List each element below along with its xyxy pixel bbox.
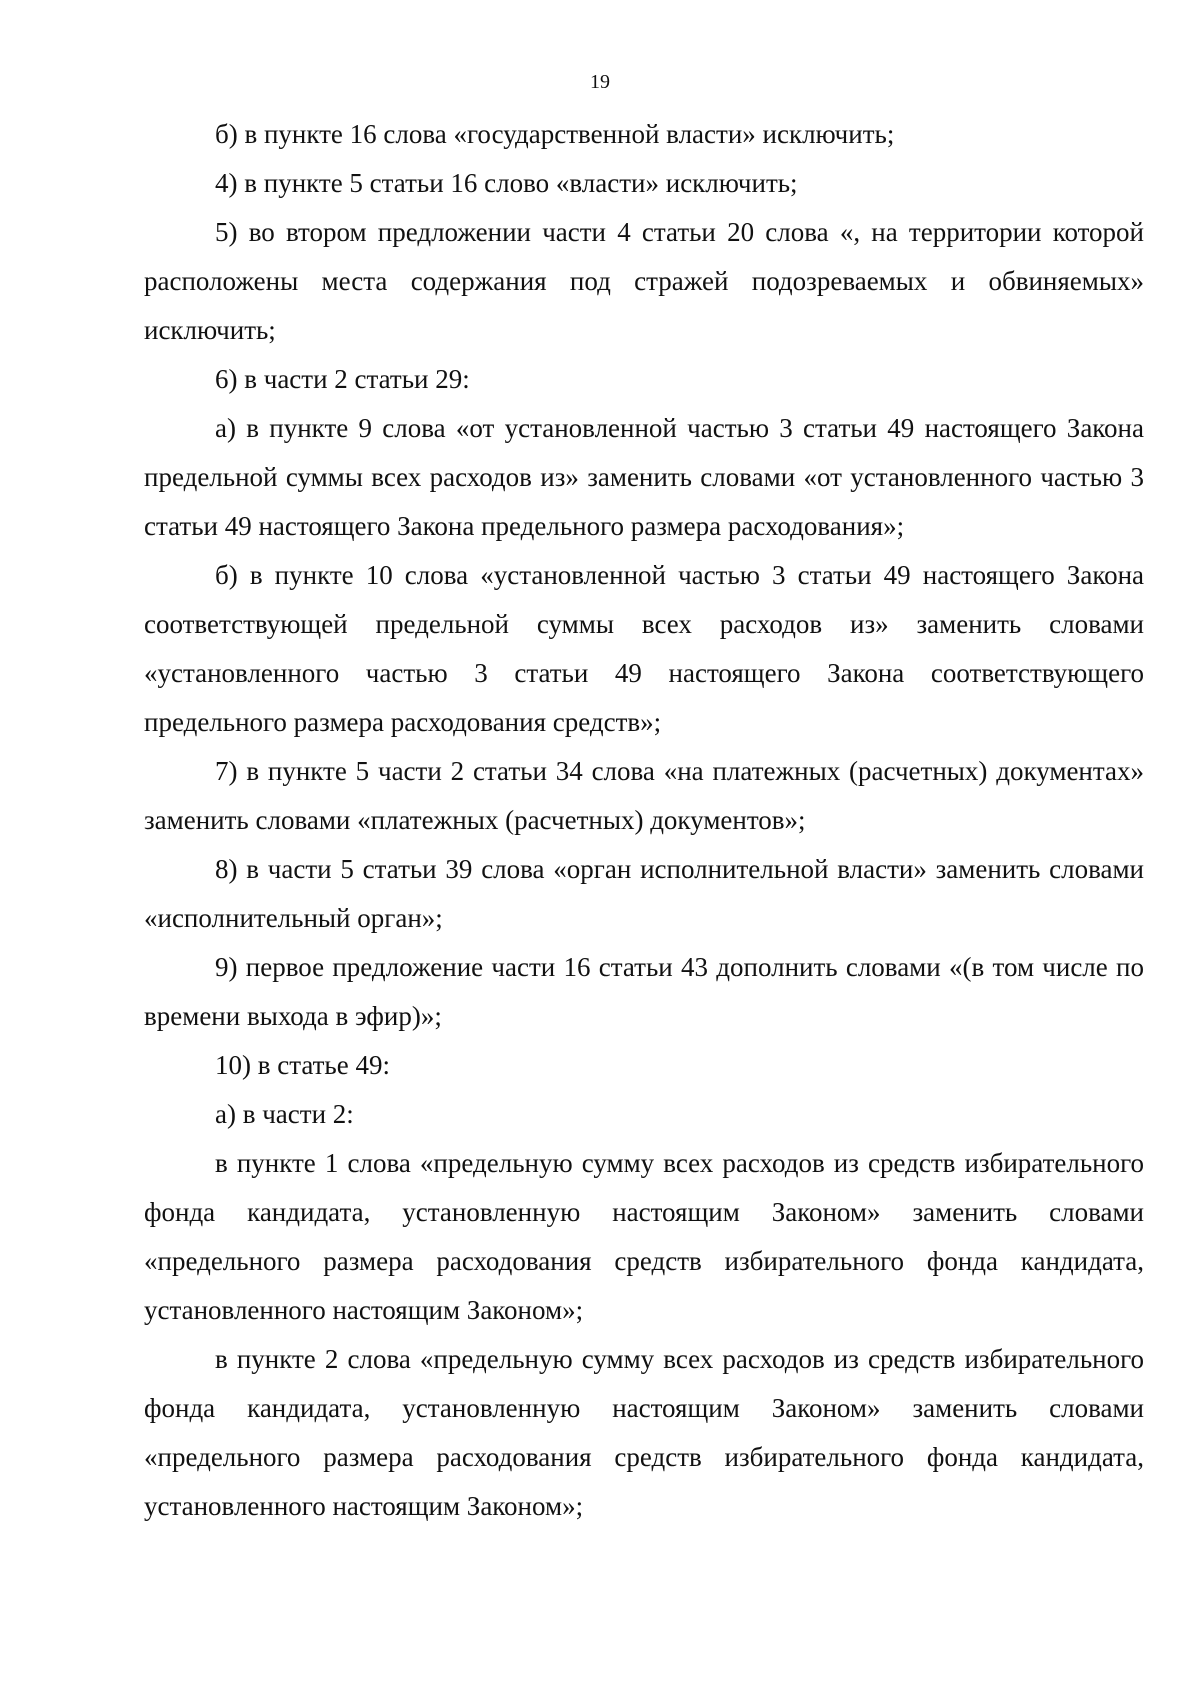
paragraph-8: 8) в части 5 статьи 39 слова «орган исполнительной власти» заменить словами «исполнительный орган»;	[144, 854, 1144, 933]
paragraph-1: б) в пункте 16 слова «государственной власти» исключить;	[215, 119, 895, 149]
paragraph-5: а) в пункте 9 слова «от установленной частью 3 статьи 49 настоящего Закона предельной суммы всех расходов из» заменить словами «от установленного частью 3 статьи 49 настоящего Закона предельного размера расходования»;	[144, 413, 1144, 541]
document-body	[144, 110, 1144, 1531]
paragraph-2: 4) в пункте 5 статьи 16 слово «власти» исключить;	[215, 168, 798, 198]
paragraph-4: 6) в части 2 статьи 29:	[215, 364, 470, 394]
paragraph-7: 7) в пункте 5 части 2 статьи 34 слова «на платежных (расчетных) документах» заменить словами «платежных (расчетных) документов»;	[144, 756, 1144, 835]
paragraph-13: в пункте 2 слова «предельную сумму всех расходов из средств избирательного фонда кандидата, установленную настоящим Законом» заменить словами «предельного размера расходования средств избирательного фонда кандидата, установленного настоящим Законом»;	[144, 1344, 1144, 1521]
paragraph-10: 10) в статье 49:	[215, 1050, 390, 1080]
paragraph-9: 9) первое предложение части 16 статьи 43 дополнить словами «(в том числе по времени выхода в эфир)»;	[144, 952, 1144, 1031]
paragraph-3: 5) во втором предложении части 4 статьи 20 слова «, на территории которой расположены места содержания под стражей подозреваемых и обвиняемых» исключить;	[144, 217, 1144, 345]
paragraph-12: в пункте 1 слова «предельную сумму всех расходов из средств избирательного фонда кандидата, установленную настоящим Законом» заменить словами «предельного размера расходования средств избирательного фонда кандидата, установленного настоящим Законом»;	[144, 1148, 1144, 1325]
paragraph-6: б) в пункте 10 слова «установленной частью 3 статьи 49 настоящего Закона соответствующей предельной суммы всех расходов из» заменить словами «установленного частью 3 статьи 49 настоящего Закона соответствующего предельного размера расходования средств»;	[144, 560, 1144, 737]
paragraph-11: а) в части 2:	[215, 1099, 354, 1129]
page-number: 19	[590, 71, 610, 93]
